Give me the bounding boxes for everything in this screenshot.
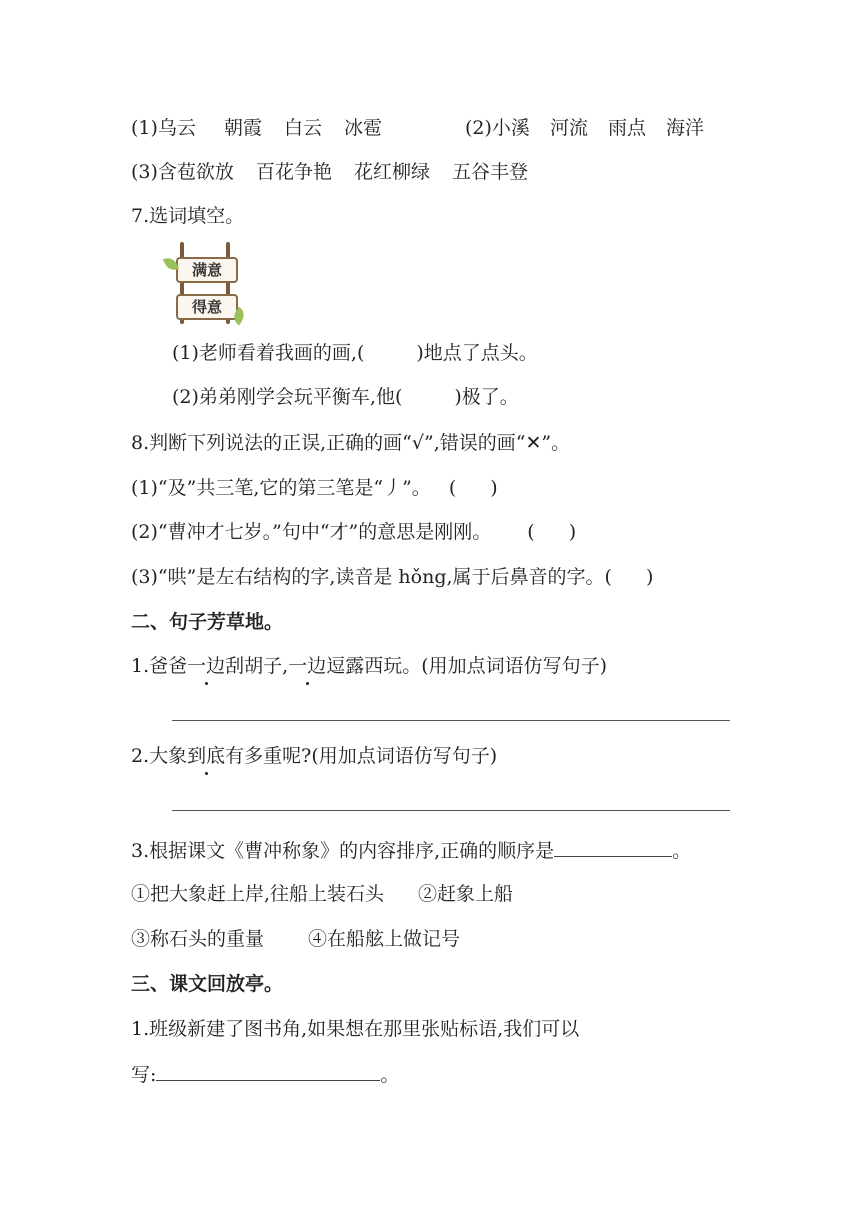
s3-q1-line-2: 写: 。: [131, 1064, 400, 1086]
option-2: ②赶象上船: [418, 883, 514, 905]
word: 乌云: [157, 117, 196, 139]
q7-title: 7.选词填空。: [131, 205, 245, 227]
word: 雨点: [607, 117, 646, 139]
word-group-1: (1)乌云 朝霞 白云 冰雹: [131, 117, 382, 139]
s2-options-row-1: [131, 882, 513, 906]
dotted-word: 一边: [187, 655, 226, 677]
answer-blank[interactable]: [554, 838, 672, 857]
section-3-heading: 三、课文回放亭。: [131, 973, 284, 995]
q7-sentence-1: (1)老师看着我画的画,( )地点了点头。: [172, 342, 538, 364]
dotted-word: 一边: [288, 655, 327, 677]
answer-line[interactable]: [172, 720, 730, 721]
s3-q1-line-1: 1.班级新建了图书角,如果想在那里张贴标语,我们可以: [131, 1018, 580, 1040]
word: 白云: [283, 117, 322, 139]
s2-q2: 2.大象到底有多重呢?(用加点词语仿写句子): [131, 745, 498, 767]
choice-word-1: 满意: [176, 257, 238, 283]
option-3: ③称石头的重量: [131, 928, 265, 950]
option-1: ①把大象赶上岸,往船上装石头: [131, 883, 385, 905]
option-4: ④在船舷上做记号: [308, 928, 461, 950]
word-group-2: (2)小溪 河流 雨点 海洋: [465, 117, 704, 139]
word: 海洋: [665, 117, 704, 139]
section-2-heading: 二、句子芳草地。: [131, 611, 284, 633]
word-choice-signboard: [172, 242, 244, 324]
q7-sentence-2: (2)弟弟刚学会玩平衡车,他( )极了。: [172, 386, 519, 408]
word: 朝霞: [223, 117, 262, 139]
choice-word-2: 得意: [176, 294, 238, 320]
answer-blank[interactable]: [156, 1062, 380, 1081]
s2-options-row-2: [131, 927, 460, 951]
word-group-3: (3)含苞欲放 百花争艳 花红柳绿 五谷丰登: [131, 161, 528, 183]
q8-item-3: (3)“哄”是左右结构的字,读音是 hǒng,属于后鼻音的字。( ): [131, 566, 654, 588]
q8-item-1: (1)“及”共三笔,它的第三笔是“丿”。 ( ): [131, 477, 498, 499]
word: 河流: [549, 117, 588, 139]
word: 小溪: [491, 117, 530, 139]
answer-line[interactable]: [172, 810, 730, 811]
word: 含苞欲放: [157, 161, 234, 183]
word: 五谷丰登: [451, 161, 528, 183]
dotted-word: 到底: [187, 745, 226, 767]
s2-q1: 1.爸爸一边刮胡子,一边逗露西玩。(用加点词语仿写句子): [131, 655, 608, 677]
word: 百花争艳: [255, 161, 332, 183]
s2-q3: 3.根据课文《曹冲称象》的内容排序,正确的顺序是 。: [131, 840, 692, 862]
q8-title: 8.判断下列说法的正误,正确的画“√”,错误的画“✕”。: [131, 432, 571, 454]
word: 花红柳绿: [353, 161, 430, 183]
q8-item-2: (2)“曹冲才七岁。”句中“才”的意思是刚刚。 ( ): [131, 521, 577, 543]
word: 冰雹: [343, 117, 382, 139]
